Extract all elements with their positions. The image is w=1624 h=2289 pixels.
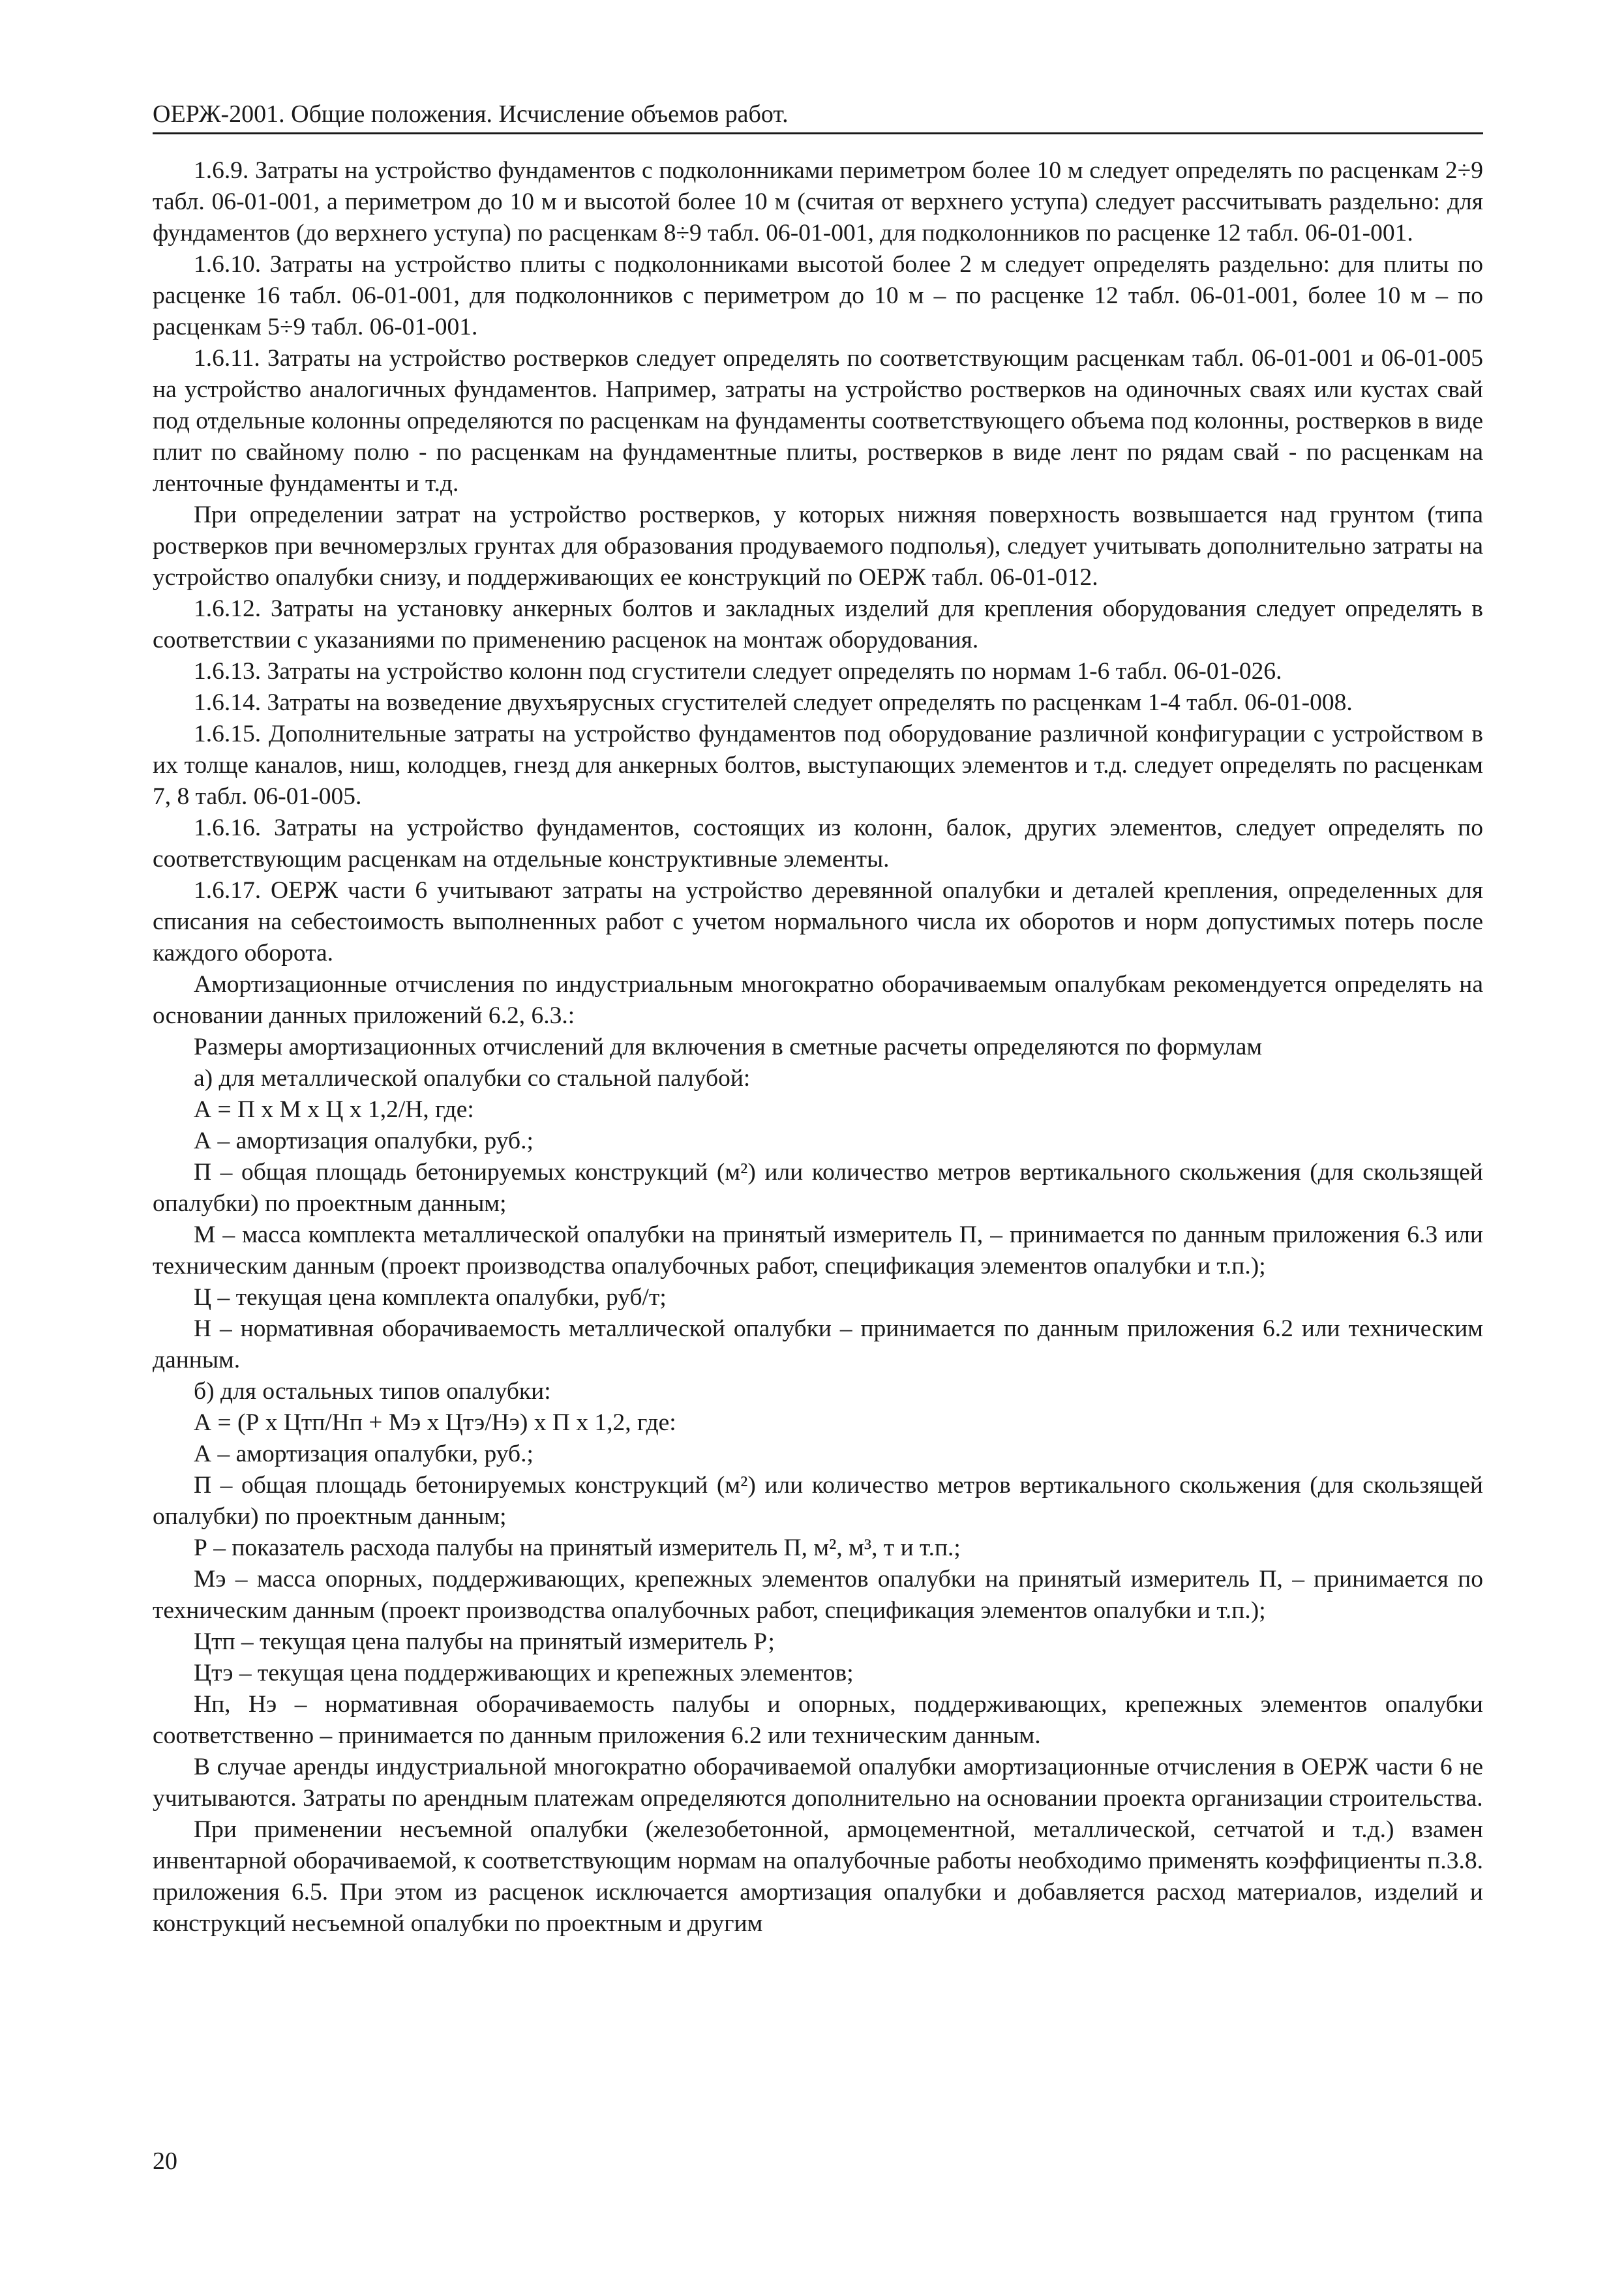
definition-m: М – масса комплекта металлической опалубки на принятый измеритель П, – принимается по данным приложения 6.3 или техническим данным (проект производства опалубочных работ, спецификация элементов опалубки и т.п.); <box>153 1221 1483 1279</box>
formula-a: А = П х М х Ц х 1,2/Н, где: <box>194 1096 474 1123</box>
definition-r: Р – показатель расхода палубы на принятый измеритель П, м², м³, т и т.п.; <box>194 1534 961 1561</box>
paragraph-1-6-11: 1.6.11. Затраты на устройство ростверков следует определять по соответствующим расценкам табл. 06-01-001 и 06-01-005 на устройство аналогичных фундаментов. Например, затраты на устройство ростверков на одиночных сваях или кустах свай под отдельные колонны определяются по расценкам на фундаменты соответствующего объема под колонны, ростверков в виде плит по свайному полю - по расценкам на фундаментные плиты, ростверков в виде лент по рядам свай - по расценкам на ленточные фундаменты и т.д. <box>153 345 1483 497</box>
page-number: 20 <box>153 2147 177 2175</box>
definition-ts: Ц – текущая цена комплекта опалубки, руб/т; <box>194 1284 667 1311</box>
paragraph-metal-formwork: а) для металлической опалубки со стальной палубой: <box>194 1065 751 1092</box>
formula-b: А = (Р х Цтп/Нп + Мэ х Цтэ/Нэ) х П х 1,2, где: <box>194 1409 676 1436</box>
paragraph-1-6-13: 1.6.13. Затраты на устройство колонн под сгустители следует определять по нормам 1-6 табл. 06-01-026. <box>194 658 1282 685</box>
paragraph-1-6-9: 1.6.9. Затраты на устройство фундаментов с подколонниками периметром более 10 м следует определять по расценкам 2÷9 табл. 06-01-001, а периметром до 10 м и высотой более 10 м (считая от верхнего уступа) следует рассчитывать раздельно: для фундаментов (до верхнего уступа) по расценкам 8÷9 табл. 06-01-001, для подколонников по расценке 12 табл. 06-01-001. <box>153 157 1483 247</box>
paragraph-1-6-17: 1.6.17. ОЕРЖ части 6 учитывают затраты на устройство деревянной опалубки и деталей крепления, определенных для списания на себестоимость выполненных работ с учетом нормального числа их оборотов и норм допустимых потерь после каждого оборота. <box>153 877 1483 966</box>
definition-p-2: П – общая площадь бетонируемых конструкций (м²) или количество метров вертикального скольжения (для скользящей опалубки) по проектным данным; <box>153 1472 1483 1530</box>
definition-np-ne: Нп, Нэ – нормативная оборачиваемость палубы и опорных, поддерживающих, крепежных элементов опалубки соответственно – принимается по данным приложения 6.2 или техническим данным. <box>153 1691 1483 1749</box>
definition-me: Мэ – масса опорных, поддерживающих, крепежных элементов опалубки на принятый измеритель П, – принимается по техническим данным (проект производства опалубочных работ, спецификация элементов опалубки и т.п.); <box>153 1566 1483 1624</box>
definition-a: А – амортизация опалубки, руб.; <box>194 1128 534 1154</box>
definition-n: Н – нормативная оборачиваемость металлической опалубки – принимается по данным приложения 6.2 или техническим данным. <box>153 1315 1483 1373</box>
paragraph-1-6-15: 1.6.15. Дополнительные затраты на устройство фундаментов под оборудование различной конфигурации с устройством в их толще каналов, ниш, колодцев, гнезд для анкерных болтов, выступающих элементов и т.д. следует определять по расценкам 7, 8 табл. 06-01-005. <box>153 721 1483 810</box>
definition-tste: Цтэ – текущая цена поддерживающих и крепежных элементов; <box>194 1660 854 1686</box>
definition-p: П – общая площадь бетонируемых конструкций (м²) или количество метров вертикального скольжения (для скользящей опалубки) по проектным данным; <box>153 1159 1483 1217</box>
paragraph-rostverk-note: При определении затрат на устройство ростверков, у которых нижняя поверхность возвышается над грунтом (типа ростверков при вечномерзлых грунтах для образования продуваемого подполья), следует учитывать дополнительно затраты на устройство опалубки снизу, и поддерживающих ее конструкций по ОЕРЖ табл. 06-01-012. <box>153 501 1483 591</box>
body-text <box>153 155 1483 1939</box>
paragraph-formula-intro: Размеры амортизационных отчислений для включения в сметные расчеты определяются по формулам <box>194 1034 1263 1060</box>
paragraph-rent: В случае аренды индустриальной многократно оборачиваемой опалубки амортизационные отчисления в ОЕРЖ части 6 не учитываются. Затраты по арендным платежам определяются дополнительно на основании проекта организации строительства. <box>153 1754 1483 1812</box>
paragraph-permanent-formwork: При применении несъемной опалубки (железобетонной, армоцементной, металлической, сетчатой и т.д.) взамен инвентарной оборачиваемой, к соответствующим нормам на опалубочные работы необходимо применять коэффициенты п.3.8. приложения 6.5. При этом из расценок исключается амортизация опалубки и добавляется расход материалов, изделий и конструкций несъемной опалубки по проектным и другим <box>153 1816 1483 1937</box>
paragraph-1-6-12: 1.6.12. Затраты на установку анкерных болтов и закладных изделий для крепления оборудования следует определять в соответствии с указаниями по применению расценок на монтаж оборудования. <box>153 595 1483 653</box>
definition-a-2: А – амортизация опалубки, руб.; <box>194 1441 534 1467</box>
paragraph-1-6-16: 1.6.16. Затраты на устройство фундаментов, состоящих из колонн, балок, других элементов, следует определять по соответствующим расценкам на отдельные конструктивные элементы. <box>153 815 1483 873</box>
definition-tstp: Цтп – текущая цена палубы на принятый измеритель Р; <box>194 1628 775 1655</box>
paragraph-1-6-14: 1.6.14. Затраты на возведение двухъярусных сгустителей следует определять по расценкам 1-4 табл. 06-01-008. <box>194 689 1353 716</box>
paragraph-1-6-10: 1.6.10. Затраты на устройство плиты с подколонниками высотой более 2 м следует определять раздельно: для плиты по расценке 16 табл. 06-01-001, для подколонников с периметром до 10 м – по расценке 12 табл. 06-01-001, более 10 м – по расценкам 5÷9 табл. 06-01-001. <box>153 251 1483 340</box>
paragraph-other-formwork: б) для остальных типов опалубки: <box>194 1378 551 1405</box>
paragraph-amortization-intro: Амортизационные отчисления по индустриальным многократно оборачиваемым опалубкам рекомендуется определять на основании данных приложений 6.2, 6.3.: <box>153 971 1483 1029</box>
running-header: ОЕРЖ-2001. Общие положения. Исчисление объемов работ. <box>153 98 1483 134</box>
